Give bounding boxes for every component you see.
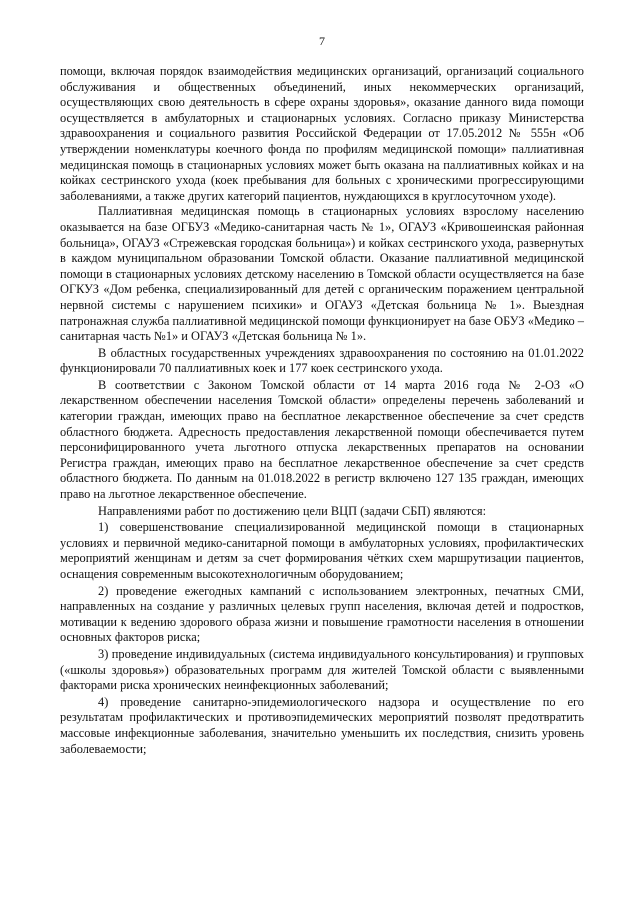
paragraph-drug-provision: В соответствии с Законом Томской области от 14 марта 2016 года № 2-ОЗ «О лекарственном обеспечении населения Томской области» определены перечень заболеваний и категории граждан, имеющих право на бесплатное лекарственное обеспечение за счет средств областного бюджета. Адресность предоставления лекарственной помощи обеспечивается путем персонифицированного учета льготного отпуска лекарственных препаратов на основании Регистра граждан, имеющих право на бесплатное лекарственное обеспечение за счет средств областного бюджета. По данным на 01.018.2022 в регистр включено 127 135 граждан, имеющих право на льготное лекарственное обеспечение. <box>60 377 584 502</box>
list-item-2: 2) проведение ежегодных кампаний с использованием электронных, печатных СМИ, направленных на создание у различных целевых групп населения, включая детей и подростков, мотивации к ведению здорового образа жизни и повышение грамотности населения в отношении основных факторов риска; <box>60 583 584 645</box>
list-item-4: 4) проведение санитарно-эпидемиологического надзора и осуществление по его результатам профилактических и противоэпидемических мероприятий позволят предотвратить массовые инфекционные заболевания, значительно уменьшить их последствия, снизить уровень заболеваемости; <box>60 694 584 756</box>
body-text <box>60 64 584 757</box>
page-number: 7 <box>319 34 325 48</box>
paragraph-intro: помощи, включая порядок взаимодействия медицинских организаций, организаций социального обслуживания и общественных объединений, иных некоммерческих организаций, осуществляющих свою деятельность в сфере охраны здоровья», оказание данного вида помощи осуществляется в амбулаторных и стационарных условиях. Согласно приказу Министерства здравоохранения и социального развития Российской Федерации от 17.05.2012 № 555н «Об утверждении номенклатуры коечного фонда по профилям медицинской помощи» паллиативная медицинская помощь в стационарных условиях может быть оказана на паллиативных койках и на койках сестринского ухода (коек пребывания для больных с хроническими прогрессирующими заболеваниями, а также других категорий пациентов, нуждающихся в круглосуточном уходе). <box>60 64 584 203</box>
paragraph-directions-heading: Направлениями работ по достижению цели ВЦП (задачи СБП) являются: <box>98 503 487 518</box>
list-item-3: 3) проведение индивидуальных (система индивидуального консультирования) и групповых («школы здоровья») образовательных программ для жителей Томской области с выявленными факторами риска хронических неинфекционных заболеваний; <box>60 646 584 693</box>
paragraph-palliative-care: Паллиативная медицинская помощь в стационарных условиях взрослому населению оказывается на базе ОГБУЗ «Медико-санитарная часть № 1», ОГАУЗ «Кривошеинская районная больница», ОГАУЗ «Стрежевская городская больница») и койках сестринского ухода, развернутых в каждом муниципальном образовании Томской области. Оказание паллиативной медицинской помощи в стационарных условиях детскому населению в Томской области осуществляется на базе ОГКУЗ «Дом ребенка, специализированный для детей с органическим поражением центральной нервной системы с нарушением психики» и ОГАУЗ «Детская больница № 1». Выездная патронажная служба паллиативной медицинской помощи функционирует на базе ОБУЗ «Медико – санитарная часть №1» и ОГАУЗ «Детская больница № 1». <box>60 204 584 344</box>
list-item-1: 1) совершенствование специализированной медицинской помощи в стационарных условиях и первичной медико-санитарной помощи в амбулаторных условиях, профилактических мероприятий женщинам и детям за счет формирования чётких схем маршрутизации пациентов, оснащения современным высокотехнологичным оборудованием; <box>60 520 584 581</box>
paragraph-bed-count: В областных государственных учреждениях здравоохранения по состоянию на 01.01.2022 функционировали 70 паллиативных коек и 177 коек сестринского ухода. <box>60 345 584 376</box>
